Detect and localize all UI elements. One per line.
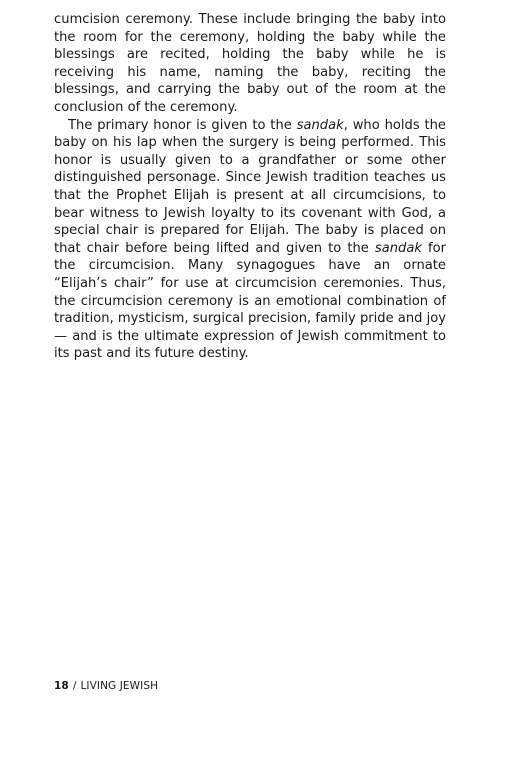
paragraph-2: [54, 117, 446, 363]
footer-separator: /: [72, 680, 77, 692]
sandak-term: sandak: [374, 240, 422, 256]
running-title: LIVING JEWISH: [80, 680, 159, 692]
paragraph-2-text: The primary honor is given to the: [68, 117, 297, 133]
paragraph-1: [54, 11, 446, 117]
page-number: 18: [54, 680, 69, 692]
sandak-term: sandak: [296, 117, 344, 133]
body-text: [54, 11, 446, 363]
paragraph-2-text: , who holds the baby on his lap when the surgery is being performed. This honor is usually given to a grandfather or some other distinguished personage. Since Jewish tradition teaches us that the Prophet Elijah is present at all circumcisions, to bear witness to Jewish loyalty to its covenant with God, a special chair is prepared for Elijah. The baby is placed on that chair before being lifted and given to the: [54, 117, 446, 256]
paragraph-1-text: cumcision ceremony. These include bringing the baby into the room for the ceremony, holding the baby while the blessings are recited, holding the baby while he is receiving his name, naming the baby, reciting the blessings, and carrying the baby out of the room at the conclusion of the ceremony.: [54, 12, 446, 115]
paragraph-2-text: for the circumcision. Many synagogues have an ornate “Elijah’s chair” for use at circumcision ceremonies. Thus, the circumcision ceremony is an emotional combination of tradition, mysticism, surgical precision, family pride and joy — and is the ultimate expression of Jewish commitment to its past and its future destiny.: [54, 240, 447, 362]
page-footer: [54, 680, 158, 692]
